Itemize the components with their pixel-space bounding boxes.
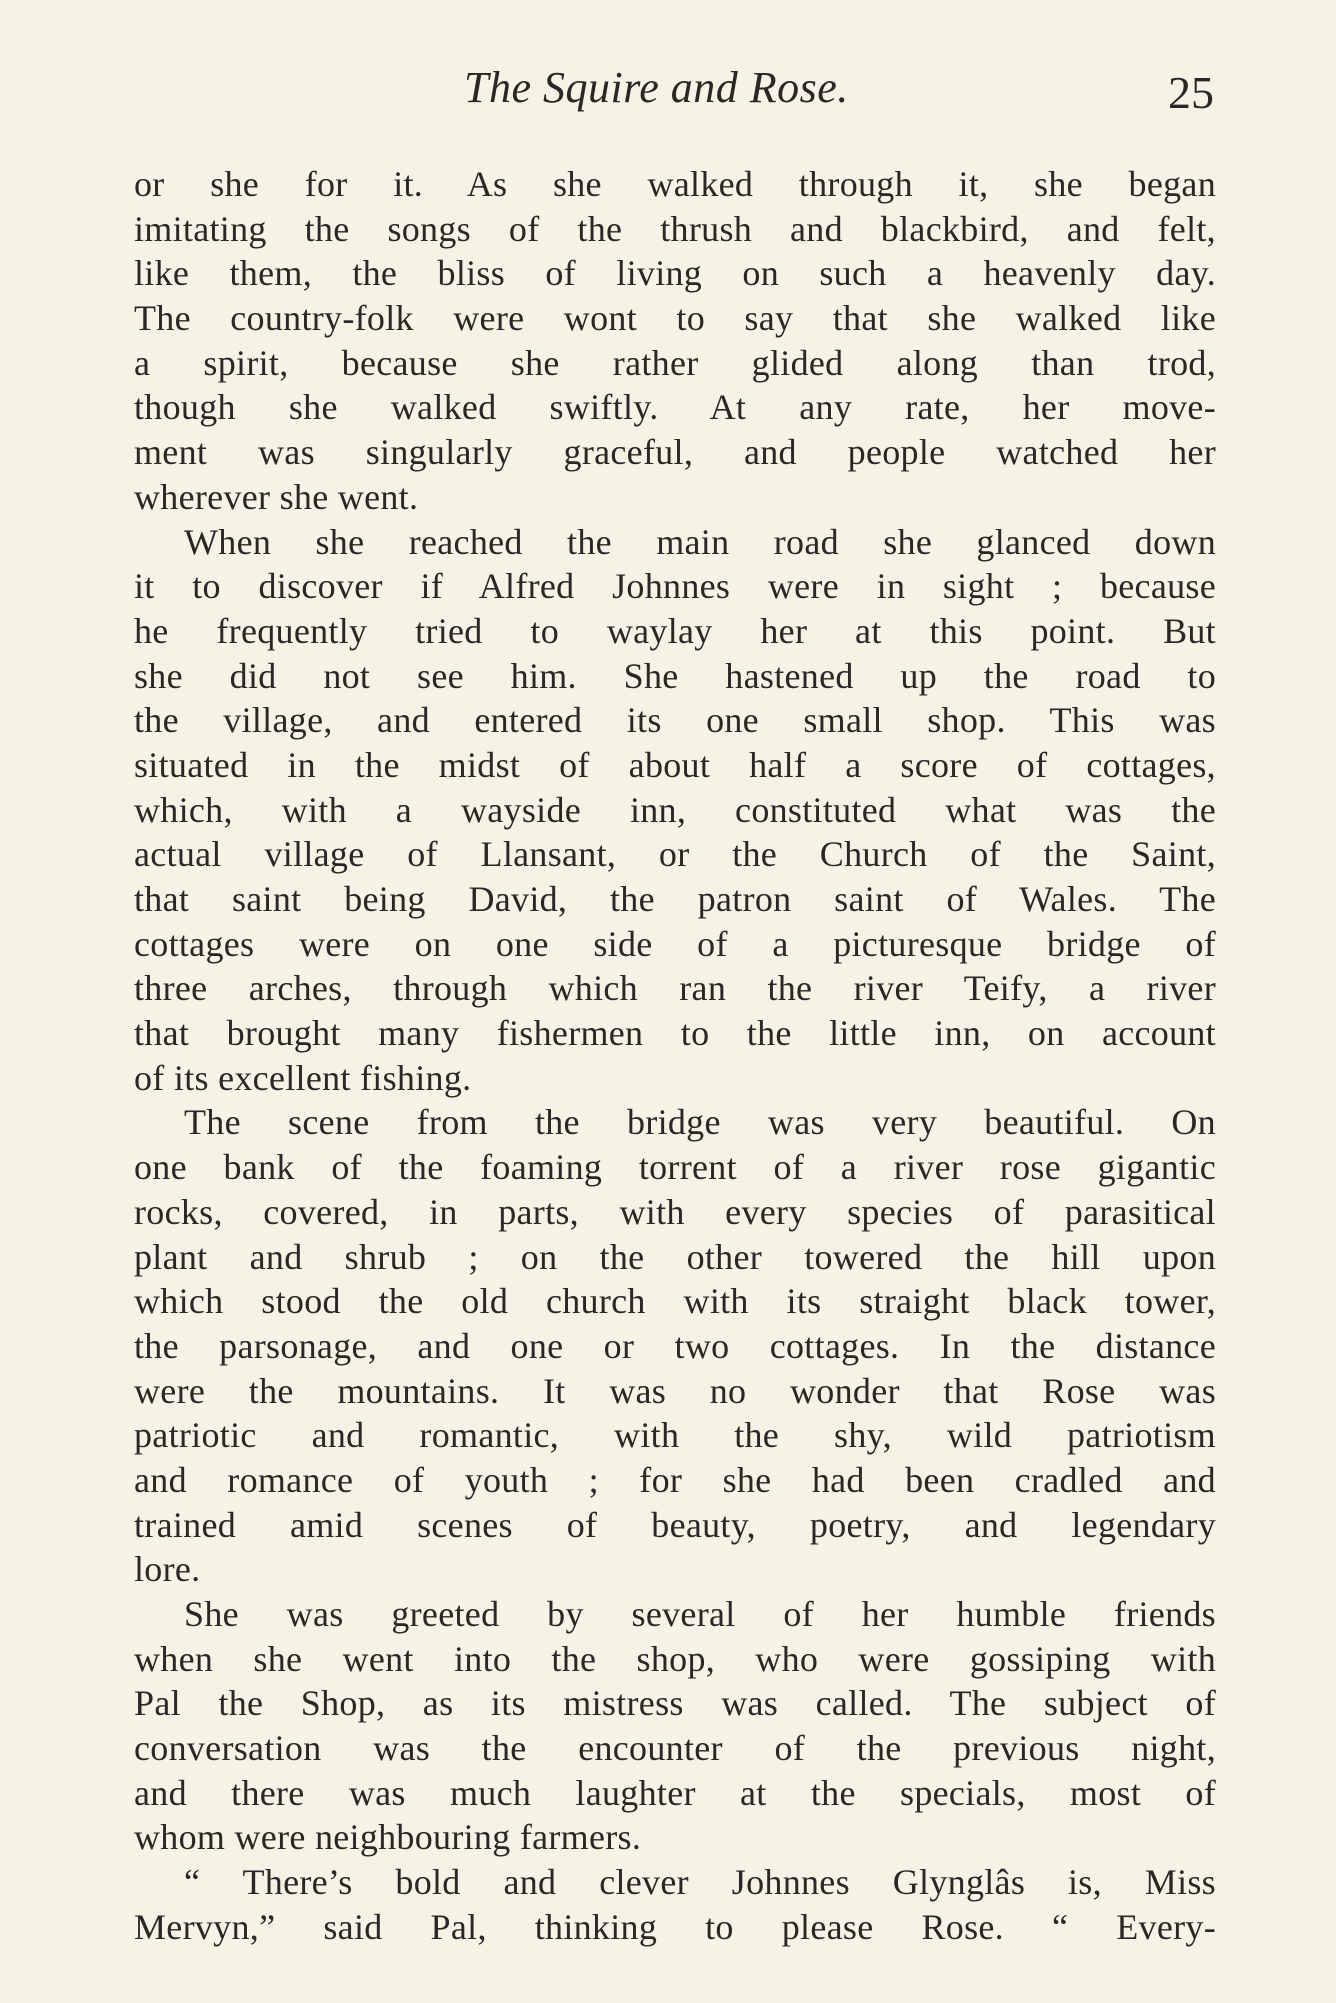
page-number: 25 — [1168, 67, 1214, 118]
text-line: actual village of Llansant, or the Church of the Saint, — [134, 834, 1216, 875]
text-line: plant and shrub ; on the other towered the hill upon — [134, 1236, 1216, 1277]
text-line: The scene from the bridge was very beautiful. On — [184, 1102, 1216, 1143]
text-line: lore. — [134, 1549, 201, 1590]
text-line: one bank of the foaming torrent of a river rose gigantic — [134, 1147, 1216, 1188]
text-line: it to discover if Alfred Johnnes were in sight ; because — [134, 566, 1216, 607]
text-line: three arches, through which ran the river Teify, a river — [134, 968, 1216, 1009]
text-line: which stood the old church with its straight black tower, — [134, 1281, 1216, 1322]
text-line: she did not see him. She hastened up the road to — [134, 655, 1216, 696]
text-line: Pal the Shop, as its mistress was called. The subject of — [134, 1683, 1216, 1724]
text-line: though she walked swiftly. At any rate, her move- — [134, 387, 1216, 428]
text-line: that saint being David, the patron saint of Wales. The — [134, 879, 1216, 919]
text-line: When she reached the main road she glanced down — [184, 521, 1216, 562]
text-line: imitating the songs of the thrush and blackbird, and felt, — [134, 208, 1216, 249]
text-line: a spirit, because she rather glided along than trod, — [134, 342, 1216, 383]
text-line: like them, the bliss of living on such a heavenly day. — [134, 253, 1216, 294]
text-line: which, with a wayside inn, constituted what was the — [134, 789, 1216, 830]
text-line: he frequently tried to waylay her at this point. But — [134, 610, 1216, 651]
text-line: of its excellent fishing. — [134, 1057, 472, 1098]
body-text — [134, 162, 1216, 1950]
text-line: “ There’s bold and clever Johnnes Glynglâs is, Miss — [184, 1862, 1216, 1903]
text-line: were the mountains. It was no wonder that Rose was — [134, 1370, 1216, 1411]
text-line: She was greeted by several of her humble friends — [184, 1594, 1216, 1634]
text-line: situated in the midst of about half a score of cottages, — [134, 744, 1216, 785]
text-line: wherever she went. — [134, 476, 419, 517]
text-line: patriotic and romantic, with the shy, wild patriotism — [134, 1415, 1216, 1456]
text-line: the parsonage, and one or two cottages. In the distance — [134, 1325, 1216, 1366]
text-line: or she for it. As she walked through it, she began — [134, 164, 1216, 204]
running-title: The Squire and Rose. — [464, 63, 849, 112]
text-line: conversation was the encounter of the previous night, — [134, 1728, 1216, 1769]
text-line: Mervyn,” said Pal, thinking to please Rose. “ Every- — [134, 1906, 1216, 1947]
text-line: rocks, covered, in parts, with every species of parasitical — [134, 1191, 1216, 1232]
text-line: when she went into the shop, who were gossiping with — [134, 1638, 1216, 1679]
text-line: The country-folk were wont to say that she walked like — [134, 298, 1216, 339]
text-line: cottages were on one side of a picturesque bridge of — [134, 923, 1216, 964]
running-head — [134, 62, 1214, 122]
text-line: whom were neighbouring farmers. — [134, 1817, 642, 1858]
text-line: the village, and entered its one small shop. This was — [134, 700, 1216, 741]
text-line: ment was singularly graceful, and people watched her — [134, 432, 1216, 473]
text-line: and there was much laughter at the specials, most of — [134, 1772, 1216, 1813]
text-line: trained amid scenes of beauty, poetry, and legendary — [134, 1504, 1216, 1545]
text-line: that brought many fishermen to the little inn, on account — [134, 1013, 1216, 1054]
text-line: and romance of youth ; for she had been cradled and — [134, 1459, 1216, 1500]
